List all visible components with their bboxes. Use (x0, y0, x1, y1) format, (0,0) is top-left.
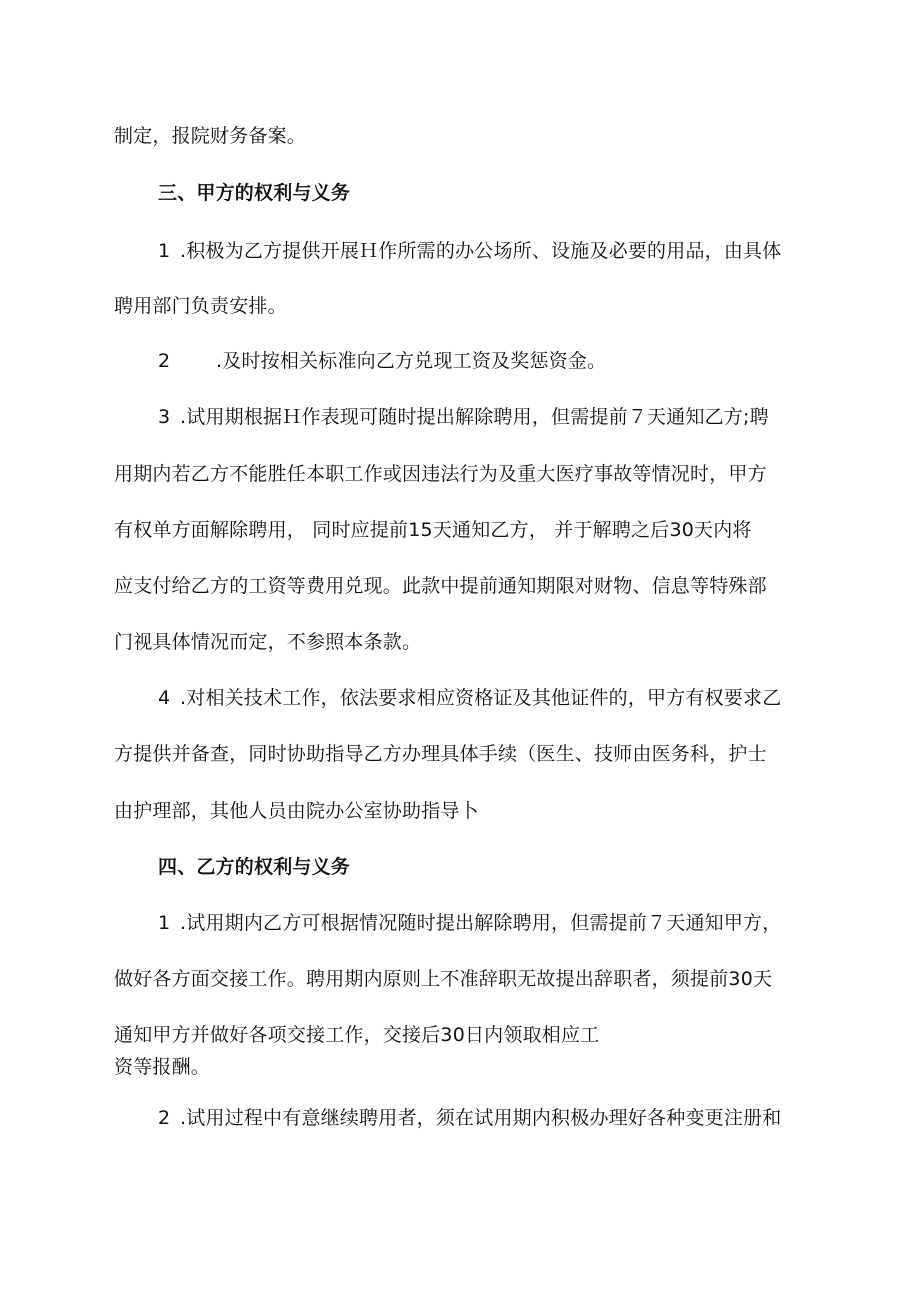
clause-text: .积极为乙方提供开展Ｈ作所需的办公场所、设施及必要的用品，由具体 (180, 240, 782, 262)
clause-text: .试用过程中有意继续聘用者，须在试用期内积极办理好各种变更注册和 (180, 1107, 782, 1129)
clause-3-2-line-1 (158, 349, 606, 373)
clause-4-1-line-3 (114, 1023, 599, 1047)
section-heading-3 (158, 181, 350, 205)
clause-text: 资等报酬。 (114, 1056, 211, 1078)
clause-4-1-line-1 (158, 911, 781, 935)
clause-number: 1 (158, 240, 171, 262)
clause-3-3-line-3 (114, 518, 752, 542)
clause-text: 做好各方面交接工作。聘用期内原则上不准辞职无故提出辞职者，须提前30天 (114, 968, 773, 990)
clause-text: .试用期内乙方可根据情况随时提出解除聘用，但需提前７天通知甲方， (180, 912, 782, 934)
clause-text: 通知甲方并做好各项交接工作，交接后30日内领取相应工 (114, 1024, 600, 1046)
clause-text: 由护理部，其他人员由院办公室协助指导卜 (114, 800, 479, 822)
clause-3-3-line-2 (114, 462, 767, 486)
clause-3-3-line-1 (158, 405, 769, 429)
clause-3-3-line-4 (114, 574, 767, 598)
clause-text: 应支付给乙方的工资等费用兑现。此款中提前通知期限对财物、信息等特殊部 (114, 575, 767, 597)
clause-number: 1 (158, 912, 171, 934)
clause-3-1-line-1 (158, 239, 781, 263)
clause-text: 门视具体情况而定，不参照本条款。 (114, 631, 422, 653)
clause-number: 2 (158, 350, 171, 372)
clause-3-4-line-3 (114, 799, 479, 823)
clause-3-4-line-1 (158, 686, 781, 710)
clause-text: .试用期根据Ｈ作表现可随时提出解除聘用，但需提前７天通知乙方;聘 (180, 406, 769, 428)
clause-number: 2 (158, 1107, 171, 1129)
heading-text: 三、甲方的权利与义务 (158, 182, 351, 204)
clause-3-3-line-5 (114, 630, 421, 654)
clause-4-1-line-4 (114, 1055, 210, 1079)
clause-number: 3 (158, 406, 171, 428)
section-heading-4 (158, 855, 350, 879)
heading-text: 四、乙方的权利与义务 (158, 856, 351, 878)
text-line-1 (114, 124, 306, 148)
clause-text: .及时按相关标准向乙方兑现工资及奖惩资金。 (216, 350, 607, 372)
clause-4-2-line-1 (158, 1106, 781, 1130)
clause-4-1-line-2 (114, 967, 772, 991)
clause-3-1-line-2 (114, 294, 287, 318)
clause-text: 聘用部门负责安排。 (114, 295, 287, 317)
clause-number: 4 (158, 687, 171, 709)
text-content: 制定，报院财务备案。 (114, 125, 307, 147)
clause-3-4-line-2 (114, 742, 767, 766)
clause-text: 用期内若乙方不能胜任本职工作或因违法行为及重大医疗事故等情况时，甲方 (114, 463, 767, 485)
clause-text: 方提供并备查，同时协助指导乙方办理具体手续（医生、技师由医务科，护士 (114, 743, 767, 765)
clause-text: .对相关技术工作，依法要求相应资格证及其他证件的，甲方有权要求乙 (180, 687, 782, 709)
clause-text: 有权单方面解除聘用， 同时应提前15天通知乙方， 并于解聘之后30天内将 (114, 519, 752, 541)
